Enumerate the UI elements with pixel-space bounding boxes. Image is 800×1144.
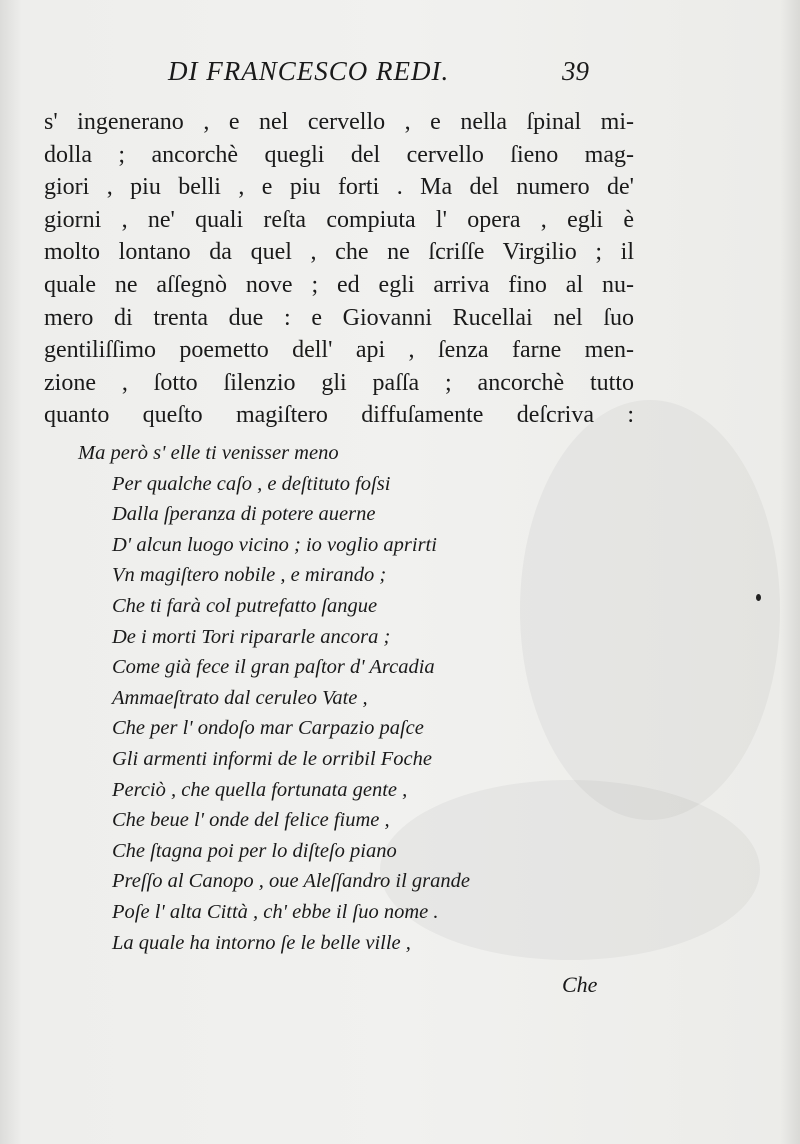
prose-line: giori , piu belli , e piu forti . Ma del numero de' (44, 174, 634, 201)
verse-line: D' alcun luogo vicino ; io voglio aprirti (112, 533, 437, 556)
verse-line: Ammaeſtrato dal ceruleo Vate , (112, 686, 368, 709)
verse-line: Gli armenti informi de le orribil Foche (112, 747, 432, 770)
running-head: DI FRANCESCO REDI. (168, 56, 450, 86)
verse-line: Che ſtagna poi per lo diſteſo piano (112, 839, 397, 862)
verse-line: Dalla ſperanza di potere auerne (112, 503, 376, 526)
verse-quotation (78, 438, 618, 958)
verse-line: Perciò , che quella fortunata gente , (112, 778, 408, 801)
verse-line: Che beue l' onde del felice fiume , (112, 809, 390, 832)
verse-line: Poſe l' alta Città , ch' ebbe il ſuo nome . (112, 900, 439, 923)
page-header (0, 56, 800, 96)
prose-line: quanto queſto magiſtero diffuſamente deſcriva : (44, 402, 634, 429)
prose-line: zione , ſotto ſilenzio gli paſſa ; ancorchè tutto (44, 369, 634, 396)
prose-line: s' ingenerano , e nel cervello , e nella ſpinal mi- (44, 109, 634, 135)
verse-line: Per qualche caſo , e deſtituto foſsi (112, 472, 391, 495)
verse-line: Come già fece il gran paſtor d' Arcadia (112, 656, 435, 679)
verse-line: Ma però s' elle ti venisser meno (78, 442, 339, 464)
prose-line: mero di trenta due : e Giovanni Rucellai nel ſuo (44, 304, 634, 331)
prose-line: gentiliſſimo poemetto dell' api , ſenza farne men- (44, 337, 634, 364)
prose-block (44, 106, 634, 432)
prose-line: molto lontano da quel , che ne ſcriſſe Virgilio ; il (44, 239, 634, 266)
verse-line: Vn magiſtero nobile , e mirando ; (112, 564, 387, 587)
verse-line: Preſſo al Canopo , oue Aleſſandro il grande (112, 870, 470, 893)
prose-line: quale ne aſſegnò nove ; ed egli arriva fino al nu- (44, 271, 634, 298)
verse-line: Che ti farà col putrefatto ſangue (112, 594, 378, 617)
prose-line: dolla ; ancorchè quegli del cervello ſieno mag- (44, 141, 634, 168)
catchword: Che (562, 972, 598, 997)
ink-speck (756, 594, 761, 601)
verse-line: Che per l' ondoſo mar Carpazio paſce (112, 717, 424, 740)
verse-line: La quale ha intorno ſe le belle ville , (112, 931, 411, 954)
page-number: 39 (562, 56, 589, 86)
prose-line: giorni , ne' quali reſta compiuta l' opera , egli è (44, 206, 634, 233)
verse-line: De i morti Tori ripararle ancora ; (112, 625, 391, 648)
